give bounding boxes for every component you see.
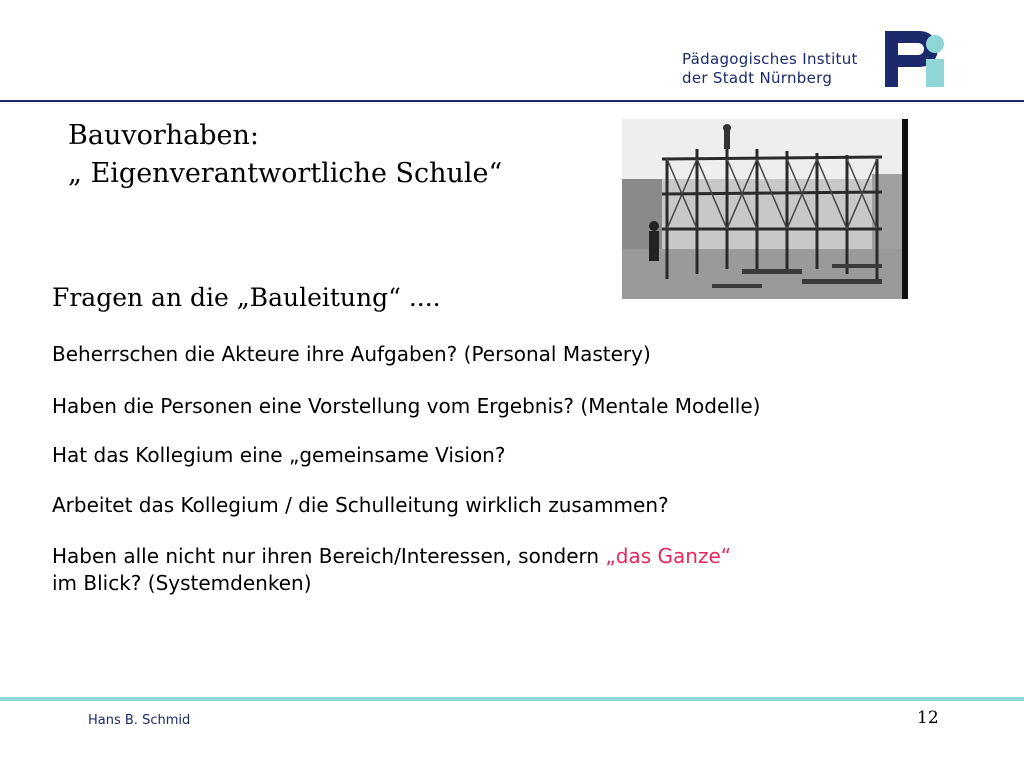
questions-heading: Fragen an die „Bauleitung“ .... xyxy=(52,283,441,312)
pi-logo-icon xyxy=(882,28,950,90)
question-text-line-2: im Blick? (Systemdenken) xyxy=(52,571,312,595)
page-number: 12 xyxy=(917,708,939,728)
title-line-1: Bauvorhaben: xyxy=(68,120,259,151)
title-line-2: „ Eigenverantwortliche Schule“ xyxy=(68,158,503,189)
author-name: Hans B. Schmid xyxy=(88,713,191,728)
construction-scaffold-photo xyxy=(622,119,908,299)
highlight-text: „das Ganze“ xyxy=(605,544,732,568)
question-item: Hat das Kollegium eine „gemeinsame Vision? xyxy=(52,443,506,467)
question-item: Arbeitet das Kollegium / die Schulleitung wirklich zusammen? xyxy=(52,493,669,517)
question-item: Beherrschen die Akteure ihre Aufgaben? (Personal Mastery) xyxy=(52,342,651,366)
footer-divider xyxy=(0,697,1024,701)
question-item: Haben die Personen eine Vorstellung vom Ergebnis? (Mentale Modelle) xyxy=(52,394,761,418)
question-item-last xyxy=(52,543,1002,597)
question-text: Haben alle nicht nur ihren Bereich/Interessen, sondern xyxy=(52,544,606,568)
institute-line-1: Pädagogisches Institut xyxy=(682,50,858,68)
header-divider xyxy=(0,100,1024,102)
institute-name xyxy=(682,50,872,88)
slide-title xyxy=(68,117,502,193)
institute-line-2: der Stadt Nürnberg xyxy=(682,69,833,87)
